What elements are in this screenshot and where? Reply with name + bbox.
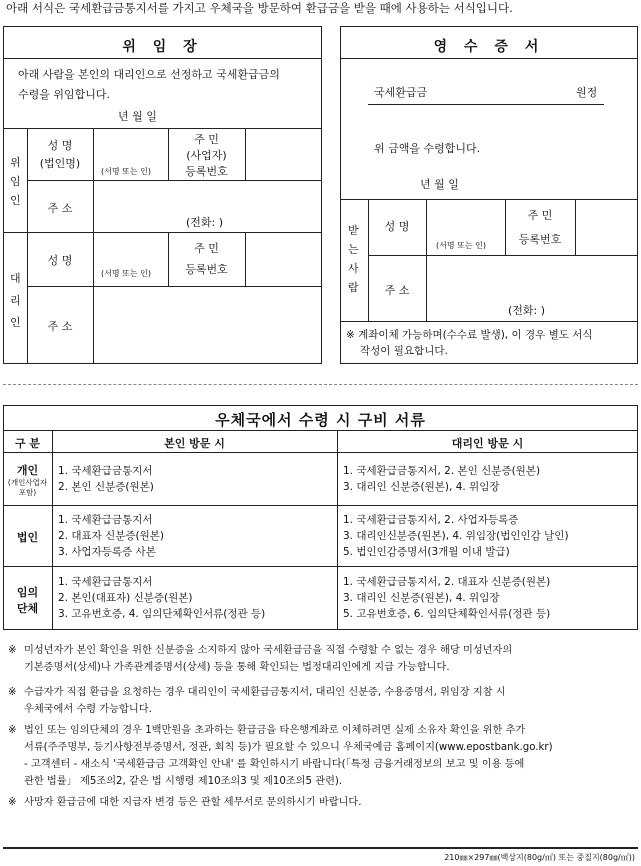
divider — [575, 199, 576, 255]
sign-hint: (서명 또는 인) — [101, 269, 151, 278]
divider — [245, 128, 246, 180]
divider — [337, 430, 338, 630]
delegator-label: 인 — [10, 194, 21, 207]
doc-item: 5. 고유번호증, 6. 임의단체확인서류(정관 등) — [343, 608, 551, 620]
divider — [368, 255, 638, 256]
col-header-agent: 대리인 방문 시 — [451, 437, 524, 450]
self-docs — [58, 512, 164, 560]
cut-line — [3, 384, 638, 385]
doc-item: 1. 국세환급금통지서 — [58, 465, 153, 477]
doc-item: 3. 대리인 신분증(원본), 4. 위임장 — [343, 592, 500, 604]
divider — [93, 232, 94, 364]
divider — [52, 430, 53, 630]
doc-item: 3. 고유번호증, 4. 임의단체확인서류(정관 등) — [58, 608, 266, 620]
doc-item: 1. 국세환급금통지서, 2. 사업자등록증 — [343, 514, 519, 526]
doc-item: 2. 본인(대표자) 신분증(원본) — [58, 592, 193, 604]
divider — [340, 58, 638, 59]
row-category-sub: (개인사업자 포함) — [7, 478, 48, 497]
receiver-label: 는 — [348, 243, 359, 256]
divider — [3, 58, 322, 59]
col-header-category: 구 분 — [14, 437, 41, 450]
note-line: 법인 또는 임의단체의 경우 1백만원을 초과하는 환급금을 타은행계좌로 이체하려면 실제 소유자 확인을 위한 추가 — [24, 725, 526, 736]
doc-item: 3. 대리인 신분증(원본), 4. 위임장 — [343, 481, 500, 493]
note-line: 미성년자가 본인 확인을 위한 신분증을 소지하지 않아 국세환급금을 직접 수령할 수 없는 경우 해당 미성년자의 — [24, 645, 513, 656]
divider — [3, 566, 638, 567]
divider — [93, 180, 94, 232]
note-line: 관한 법률」 제5조의2, 같은 법 시행령 제10조의3 및 제10조의5 관련). — [24, 776, 343, 787]
doc-item: 1. 국세환급금통지서 — [58, 576, 153, 588]
receiver-label: 사 — [348, 262, 359, 275]
row-category: 개인 — [16, 464, 39, 477]
note-mark: ※ — [8, 687, 17, 698]
doc-item: 1. 국세환급금통지서, 2. 대표자 신분증(원본) — [343, 576, 551, 588]
doc-item: 1. 국세환급금통지서, 2. 본인 신분증(원본) — [343, 465, 541, 477]
divider — [245, 232, 246, 286]
proxy-text: 수령을 위임합니다. — [18, 88, 111, 101]
divider — [27, 286, 322, 287]
receipt-note: ※ 계좌이체 가능하며(수수료 발생), 이 경우 별도 서식 — [346, 329, 593, 341]
delegator-label: 위 — [10, 156, 21, 169]
delegator-label: 임 — [10, 175, 21, 188]
reg-label: 등록번호 — [185, 165, 228, 178]
divider — [3, 452, 638, 453]
reg-label: 주 민 — [194, 242, 219, 255]
doc-item: 2. 본인 신분증(원본) — [58, 481, 154, 493]
divider — [3, 128, 322, 129]
receipt-text: 위 금액을 수령합니다. — [374, 142, 481, 155]
note — [8, 722, 636, 790]
doc-item: 3. 대리인신분증(원본), 4. 위임장(법인인감 날인) — [343, 530, 569, 542]
receipt-date: 년 월 일 — [420, 178, 459, 191]
intro-text: 아래 서식은 국세환급금통지서를 가지고 우체국을 방문하여 환급금을 받을 때에 사용하는 서식입니다. — [6, 1, 513, 15]
proxy-date: 년 월 일 — [118, 110, 157, 123]
receipt-unit: 원정 — [576, 86, 598, 99]
agent-docs — [343, 463, 540, 495]
row-category: 임의 — [16, 586, 39, 599]
name-label: 성 명 — [384, 220, 410, 233]
reg-label: 등록번호 — [185, 263, 228, 276]
proxy-title: 위 임 장 — [122, 39, 203, 55]
address-label: 주 소 — [47, 202, 73, 215]
agent-label: 리 — [10, 294, 21, 307]
doc-item: 3. 사업자등록증 사본 — [58, 546, 156, 558]
agent-label: 대 — [10, 272, 21, 285]
receipt-title: 영 수 증 서 — [433, 39, 545, 55]
sign-hint: (서명 또는 인) — [101, 167, 151, 176]
self-docs — [58, 463, 154, 495]
divider — [3, 505, 638, 506]
self-docs — [58, 574, 265, 622]
footer-rule — [3, 847, 638, 849]
address-label: 주 소 — [47, 320, 73, 333]
row-category: 법인 — [16, 531, 39, 544]
proxy-text: 아래 사람을 본인의 대리인으로 선정하고 국세환급금의 — [18, 68, 280, 81]
divider — [3, 232, 322, 233]
note-mark: ※ — [8, 725, 17, 736]
doc-item: 5. 법인인감증명서(3개월 이내 발급) — [343, 546, 510, 558]
receipt-note: 작성이 필요합니다. — [360, 345, 448, 357]
divider — [340, 321, 638, 322]
paper-spec: 210㎜×297㎜(백상지(80g/㎡) 또는 중질지(80g/㎡)) — [444, 853, 635, 862]
receiver-label: 받 — [348, 224, 359, 237]
docs-title: 우체국에서 수령 시 구비 서류 — [215, 411, 426, 429]
reg-label: (사업자) — [186, 149, 227, 162]
agent-docs — [343, 574, 550, 622]
name-label-sub: (법인명) — [39, 157, 81, 170]
reg-label: 등록번호 — [518, 233, 562, 246]
divider — [27, 180, 322, 181]
agent-name-label: 성 명 — [47, 254, 73, 267]
sign-hint: (서명 또는 인) — [436, 241, 486, 250]
note-line: 사망자 환급금에 대한 지급자 변경 등은 관할 세무서로 문의하시기 바랍니다. — [24, 797, 362, 808]
phone-label: (전화: ) — [508, 304, 546, 317]
note-mark: ※ — [8, 645, 17, 656]
col-header-self: 본인 방문 시 — [164, 437, 225, 450]
note-mark: ※ — [8, 797, 17, 808]
amount-underline — [368, 104, 604, 105]
receipt-form — [340, 26, 638, 364]
phone-label: (전화: ) — [186, 216, 224, 229]
divider — [426, 199, 427, 321]
address-label: 주 소 — [384, 284, 410, 297]
note-line: 서류(주주명부, 등기사항전부증명서, 정관, 회칙 등)가 필요할 수 있으니 우체국예금 홈페이지(www.epostbank.go.kr) — [24, 742, 553, 753]
doc-item: 2. 대표자 신분증(원본) — [58, 530, 165, 542]
note-line: - 고객센터 - 새소식 '국세환급금 고객확인 안내' 를 확인하시기 바랍니다(「특정 금융거래정보의 보고 및 이용 등에 — [24, 759, 525, 770]
name-label: 성 명 — [47, 139, 73, 152]
note — [8, 642, 636, 676]
divider — [340, 199, 638, 200]
note-line: 우체국에서 수령 가능합니다. — [24, 704, 152, 715]
reg-label: 주 민 — [194, 133, 219, 146]
receipt-item: 국세환급금 — [374, 86, 428, 99]
reg-label: 주 민 — [527, 209, 553, 222]
note — [8, 684, 636, 718]
divider — [93, 128, 94, 180]
receiver-label: 람 — [348, 281, 359, 294]
agent-docs — [343, 512, 569, 560]
note — [8, 794, 636, 811]
doc-item: 1. 국세환급금통지서 — [58, 514, 153, 526]
divider — [3, 430, 638, 431]
row-category: 단체 — [16, 602, 39, 615]
note-line: 수급자가 직접 환급을 요청하는 경우 대리인이 국세환급금통지서, 대리인 신분증, 수용증명서, 위임장 지참 시 — [24, 687, 506, 698]
note-line: 기본증명서(상세)나 가족관계증명서(상세) 등을 통해 확인되는 법정대리인에게 지급 가능합니다. — [24, 662, 450, 673]
agent-label: 인 — [10, 316, 21, 329]
